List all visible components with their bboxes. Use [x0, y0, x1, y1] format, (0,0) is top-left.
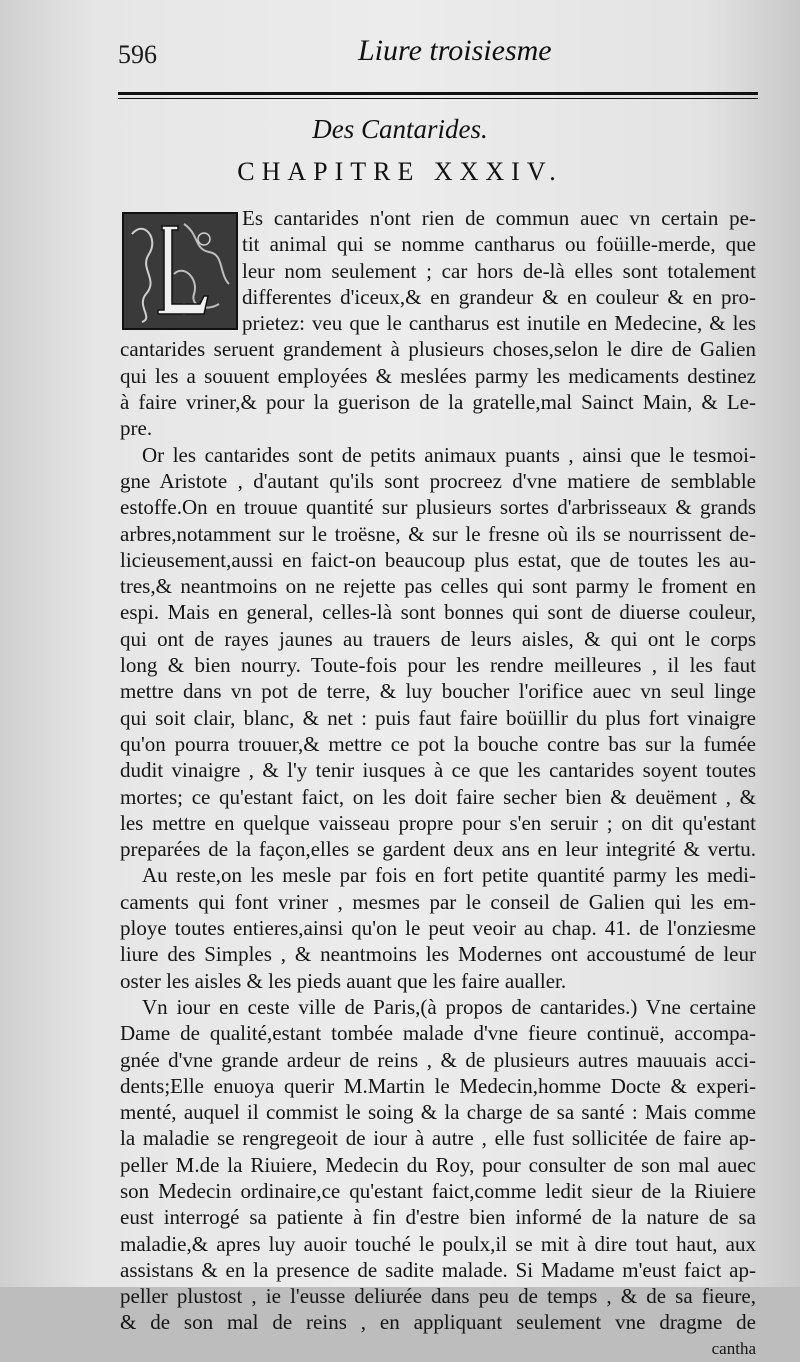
header-rule-thin [118, 98, 758, 99]
page-header [118, 28, 758, 78]
text-line: menté, auquel il commist le soing & la charge de sa santé : Mais comme [120, 1100, 756, 1125]
text-line: tit animal qui se nomme cantharus ou foüille-merde, que [242, 232, 756, 257]
text-line: estoffe.On en trouue quantité sur plusieurs sortes d'arbrisseaux & grands [120, 495, 756, 520]
text-line: Vn iour en ceste ville de Paris,(à propos de cantarides.) Vne certaine [142, 994, 756, 1019]
text-line: la maladie se rengregeoit de iour à autre , elle fust sollicitée de faire ap- [120, 1126, 756, 1151]
text-line: Dame de qualité,estant tombée malade d'vne fieure continuë, accompa- [120, 1021, 756, 1046]
text-line: Es cantarides n'ont rien de commun auec vn certain pe- [242, 206, 756, 230]
text-line: espi. Mais en general, celles-là sont bonnes qui sont de diuerse couleur, [120, 600, 756, 625]
chapter-heading: CHAPITRE XXXIV. [237, 157, 563, 186]
text-line: preparées de la façon,elles se gardent deux ans en leur integrité & vertu. [120, 837, 756, 862]
text-line: licieusement,aussi en faict-on beaucoup plus estat, que de toutes les au- [120, 547, 756, 572]
text-line: Au reste,on les mesle par fois en fort petite quantité parmy les medi- [142, 863, 756, 888]
text-line: ploye toutes entieres,ainsi qu'on le peut veoir au chap. 41. de l'onziesme [120, 916, 756, 941]
text-line: leur nom seulement ; car hors de-là elles sont totalement [242, 258, 756, 283]
text-line: caments qui font vriner , mesmes par le conseil de Galien qui les em- [120, 889, 756, 914]
text-line: qui ont de rayes jaunes au trauers de leurs aisles, & qui ont le corps [120, 626, 756, 651]
text-line: qui soit clair, blanc, & net : puis faut faire boüillir du plus fort vinaigre [120, 705, 756, 730]
text-line: dudit vinaigre , & l'y tenir iusques à ce que les cantarides soyent toutes [120, 758, 756, 783]
text-line: maladie,& apres luy auoir touché le poulx,il se mit à dire tout haut, aux [120, 1231, 756, 1256]
text-line: peller M.de la Riuiere, Medecin du Roy, pour consulter de son mal auec [120, 1152, 756, 1177]
text-line: differentes d'iceux,& en grandeur & en couleur & en pro- [242, 284, 756, 309]
catchword: cantha [711, 1338, 756, 1358]
chapter-body [120, 205, 756, 1362]
text-line: tres,& neantmoins on ne rejette pas celles qui sont parmy le froment en [120, 574, 756, 599]
text-line: à faire vriner,& pour la guerison de la gratelle,mal Sainct Main, & Le- [120, 390, 756, 415]
text-line: qui les a souuent employées & meslées parmy les medicaments destinez [120, 363, 756, 388]
text-line: les mettre en quelque vaisseau propre pour s'en seruir ; on dit qu'estant [120, 810, 756, 835]
text-line: assistans & en la presence de sadite malade. Si Madame m'eust faict ap- [120, 1257, 756, 1282]
text-line: son Medecin ordinaire,ce qu'estant faict,comme ledit sieur de la Riuiere [120, 1178, 756, 1203]
text-line: arbres,notamment sur le troësne, & sur le fresne où ils se nourrissent de- [120, 521, 756, 546]
text-line: dents;Elle enuoya querir M.Martin le Medecin,homme Docte & experi- [120, 1073, 756, 1098]
section-title: Des Cantarides. [312, 114, 488, 144]
text-line: qu'on pourra trouuer,& mettre ce pot la bouche contre bas sur la fumée [120, 731, 756, 756]
text-line: long & bien nourry. Toute-fois pour les rendre meilleures , il les faut [120, 653, 756, 678]
text-line: cantarides seruent grandement à plusieurs choses,selon le dire de Galien [120, 337, 756, 362]
text-line: pre. [120, 416, 153, 441]
text-line: prietez: veu que le cantharus est inutile en Medecine, & les [242, 311, 756, 336]
header-rule-thick [118, 92, 758, 95]
text-line: Or les cantarides sont de petits animaux puants , ainsi que le tesmoi- [142, 442, 756, 467]
text-line: eust interrogé sa patiente à fin d'estre bien informé de la nature de sa [120, 1205, 756, 1230]
running-title: Liure troisiesme [358, 34, 552, 67]
text-line: mettre dans vn pot de terre, & luy boucher l'orifice auec vn seul linge [120, 679, 756, 704]
text-line: liure des Simples , & neantmoins les Modernes ont accoustumé de leur [120, 942, 756, 967]
text-line: mortes; ce qu'estant faict, on les doit faire secher bien & deuëment , & [120, 784, 756, 809]
text-line: gnée d'vne grande ardeur de reins , & de plusieurs autres mauuais acci- [120, 1047, 756, 1072]
text-line: oster les aisles & les pieds auant que les faire aualler. [120, 968, 567, 993]
text-line: peller plustost , ie l'eusse deliurée dans peu de temps , & de sa fieure, [120, 1284, 756, 1309]
page-number: 596 [118, 40, 157, 69]
text-line: & de son mal de reins , en appliquant seulement vne dragme de [120, 1310, 756, 1335]
text-line: gne Aristote , d'autant qu'ils sont procreez d'vne matiere de semblable [120, 468, 756, 493]
